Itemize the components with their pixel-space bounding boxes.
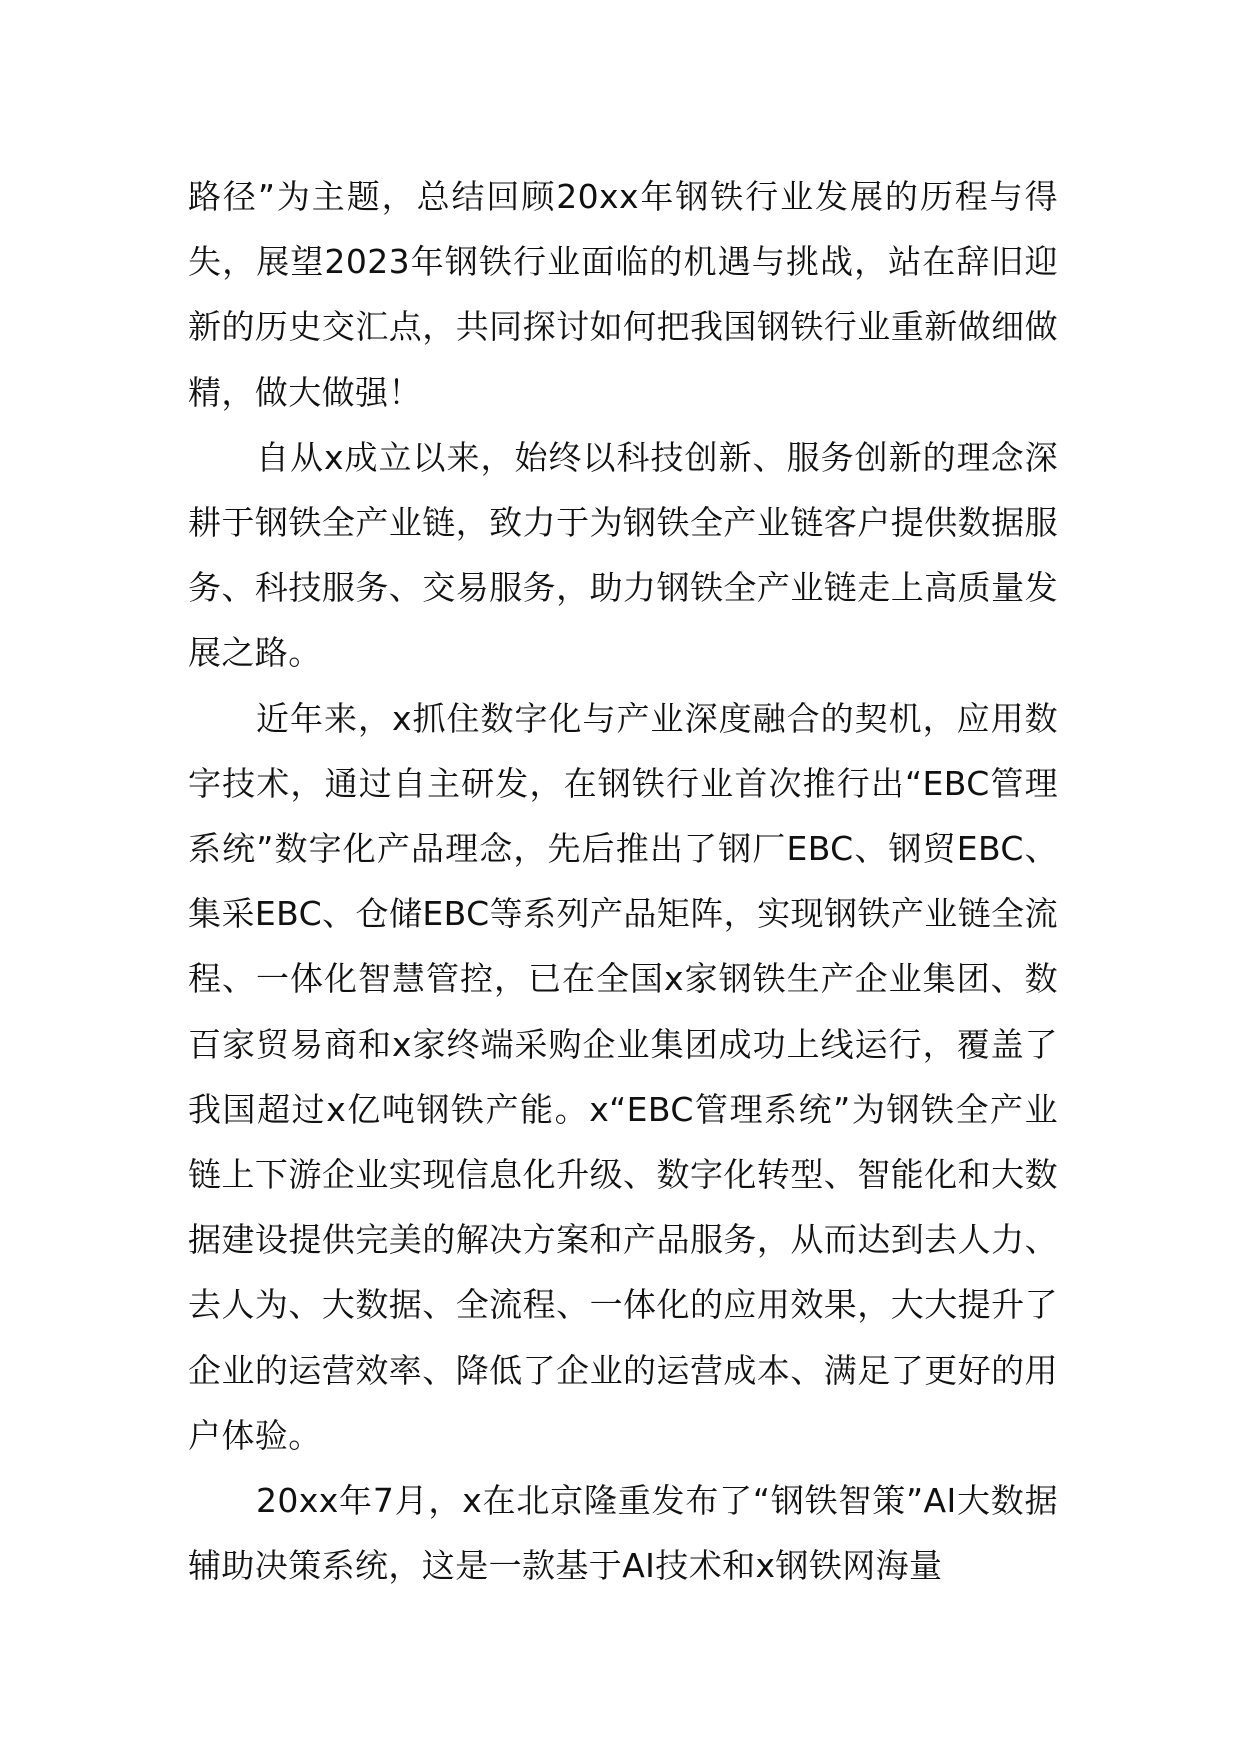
document-body [188, 164, 1058, 1598]
paragraph-1: 路径”为主题，总结回顾20xx年钢铁行业发展的历程与得失，展望2023年钢铁行业面临的机遇与挑战，站在辞旧迎新的历史交汇点，共同探讨如何把我国钢铁行业重新做细做精，做大做强！ [188, 177, 1058, 412]
paragraph-3: 近年来，x抓住数字化与产业深度融合的契机，应用数字技术，通过自主研发，在钢铁行业首次推行出“EBC管理系统”数字化产品理念，先后推出了钢厂EBC、钢贸EBC、集采EBC、仓储EBC等系列产品矩阵，实现钢铁产业链全流程、一体化智慧管控，已在全国x家钢铁生产企业集团、数百家贸易商和x家终端采购企业集团成功上线运行，覆盖了我国超过x亿吨钢铁产能。x“EBC管理系统”为钢铁全产业链上下游企业实现信息化升级、数字化转型、智能化和大数据建设提供完美的解决方案和产品服务，从而达到去人力、去人为、大数据、全流程、一体化的应用效果，大大提升了企业的运营效率、降低了企业的运营成本、满足了更好的用户体验。 [188, 698, 1058, 1455]
paragraph-4: 20xx年7月，x在北京隆重发布了“钢铁智策”AI大数据辅助决策系统，这是一款基于AI技术和x钢铁网海量 [188, 1481, 1058, 1586]
paragraph-2: 自从x成立以来，始终以科技创新、服务创新的理念深耕于钢铁全产业链，致力于为钢铁全产业链客户提供数据服务、科技服务、交易服务，助力钢铁全产业链走上高质量发展之路。 [188, 437, 1058, 673]
